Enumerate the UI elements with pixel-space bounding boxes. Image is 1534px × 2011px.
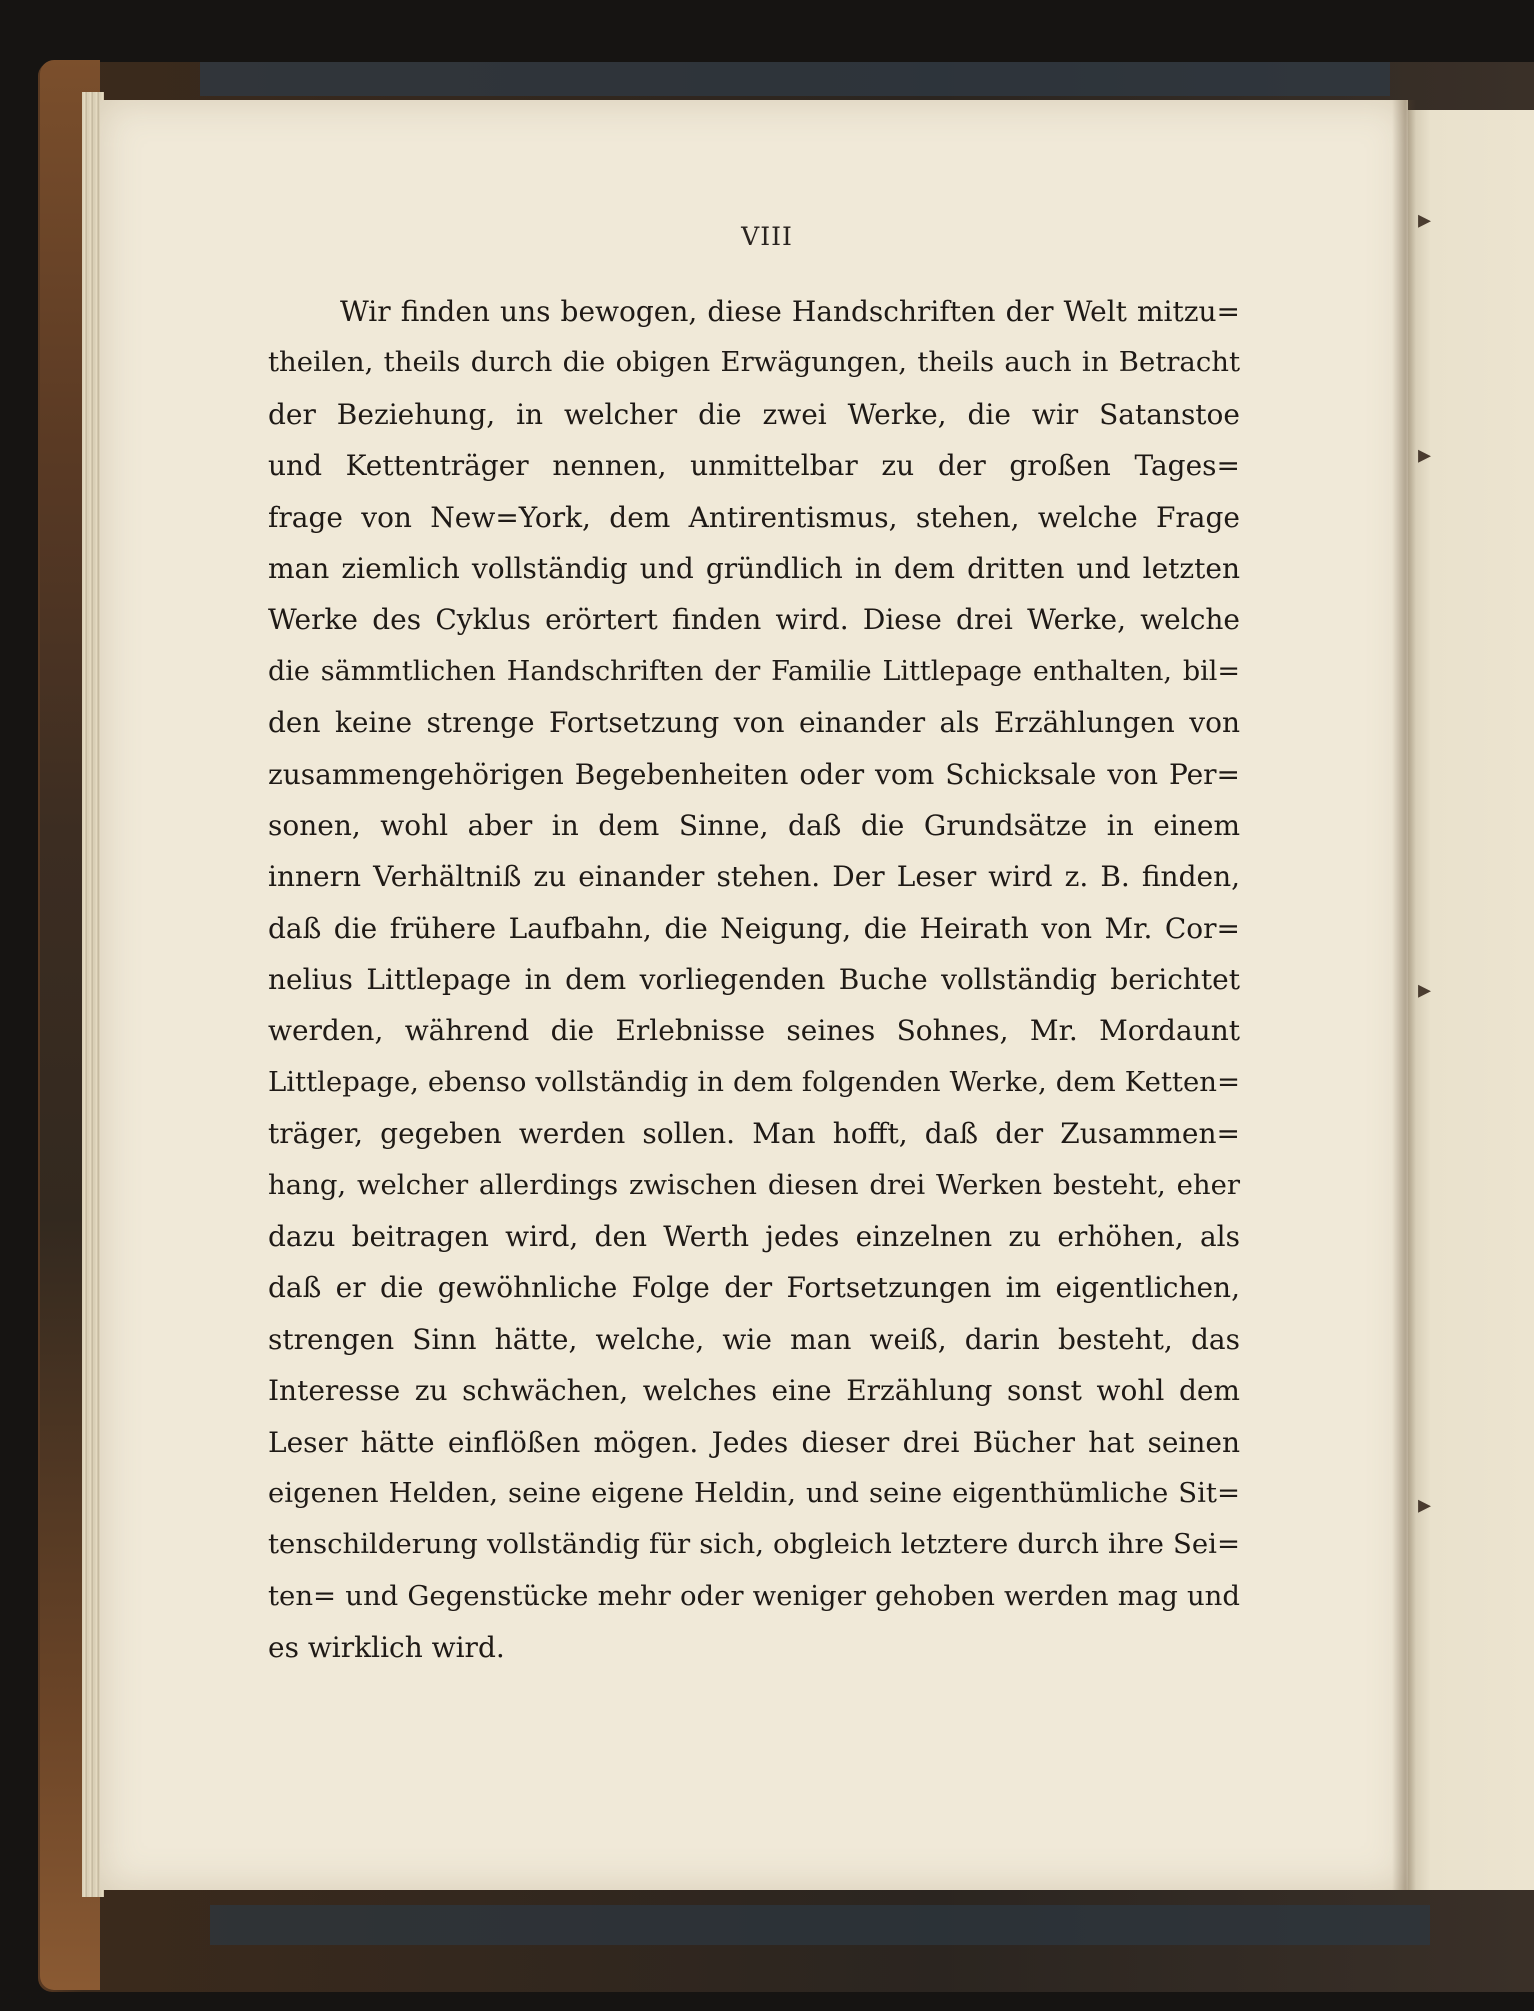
text-line: theilen, theils durch die obigen Erwägungen, theils auch in Betracht [268, 346, 1240, 379]
text-line: ten= und Gegenstücke mehr oder weniger gehoben werden mag und [268, 1579, 1240, 1612]
text-line: Wir finden uns bewogen, diese Handschriften der Welt mitzu= [340, 295, 1240, 328]
text-line: der Beziehung, in welcher die zwei Werke, die wir Satanstoe [268, 397, 1240, 431]
text-line: strengen Sinn hätte, welche, wie man weiß, darin besteht, das [268, 1322, 1240, 1356]
text-line: den keine strenge Fortsetzung von einander als Erzählungen von [268, 706, 1240, 740]
text-line: Werke des Cyklus erörtert finden wird. Diese drei Werke, welche [268, 603, 1240, 637]
tab-marker-icon: ▸ [1418, 440, 1432, 470]
text-line: innern Verhältniß zu einander stehen. Der Leser wird z. B. finden, [268, 860, 1240, 894]
tab-marker-icon: ▸ [1418, 1490, 1432, 1520]
text-line: hang, welcher allerdings zwischen diesen drei Werken besteht, eher [268, 1168, 1240, 1201]
text-line: werden, während die Erlebnisse seines Sohnes, Mr. Mordaunt [268, 1014, 1240, 1048]
text-line: tenschilderung vollständig für sich, obgleich letztere durch ihre Sei= [268, 1528, 1240, 1561]
cover-top-edge [200, 62, 1390, 96]
text-line: es wirklich wird. [268, 1631, 505, 1665]
page-number: VIII [741, 222, 793, 251]
text-line: dazu beitragen wird, den Werth jedes einzelnen zu erhöhen, als [268, 1220, 1240, 1254]
text-line: träger, gegeben werden sollen. Man hofft, daß der Zusammen= [268, 1117, 1240, 1151]
text-line: frage von New=York, dem Antirentismus, stehen, welche Frage [268, 500, 1240, 534]
page-text [268, 286, 1240, 1674]
text-line: und Kettenträger nennen, unmittelbar zu der großen Tages= [268, 449, 1240, 483]
facing-page [1408, 110, 1534, 1890]
text-line: eigenen Helden, seine eigene Heldin, und seine eigenthümliche Sit= [268, 1476, 1240, 1509]
text-line: Leser hätte einflößen mögen. Jedes dieser drei Bücher hat seinen [268, 1425, 1240, 1459]
tab-marker-icon: ▸ [1418, 205, 1432, 235]
text-line: Littlepage, ebenso vollständig in dem folgenden Werke, dem Ketten= [268, 1065, 1240, 1098]
text-line: zusammengehörigen Begebenheiten oder vom Schicksale von Per= [268, 757, 1240, 791]
text-line: man ziemlich vollständig und gründlich in dem dritten und letzten [268, 551, 1240, 585]
tab-marker-icon: ▸ [1418, 975, 1432, 1005]
text-line: daß die frühere Laufbahn, die Neigung, die Heirath von Mr. Cor= [268, 911, 1240, 945]
text-line: Interesse zu schwächen, welches eine Erzählung sonst wohl dem [268, 1374, 1240, 1408]
text-line: daß er die gewöhnliche Folge der Fortsetzungen im eigentlichen, [268, 1271, 1240, 1305]
text-line: die sämmtlichen Handschriften der Familie Littlepage enthalten, bil= [268, 655, 1240, 687]
text-line: sonen, wohl aber in dem Sinne, daß die Grundsätze in einem [268, 808, 1240, 842]
cover-bottom-edge [210, 1905, 1430, 1945]
page-gutter [1392, 100, 1416, 1890]
text-line: nelius Littlepage in dem vorliegenden Buche vollständig berichtet [268, 963, 1240, 997]
